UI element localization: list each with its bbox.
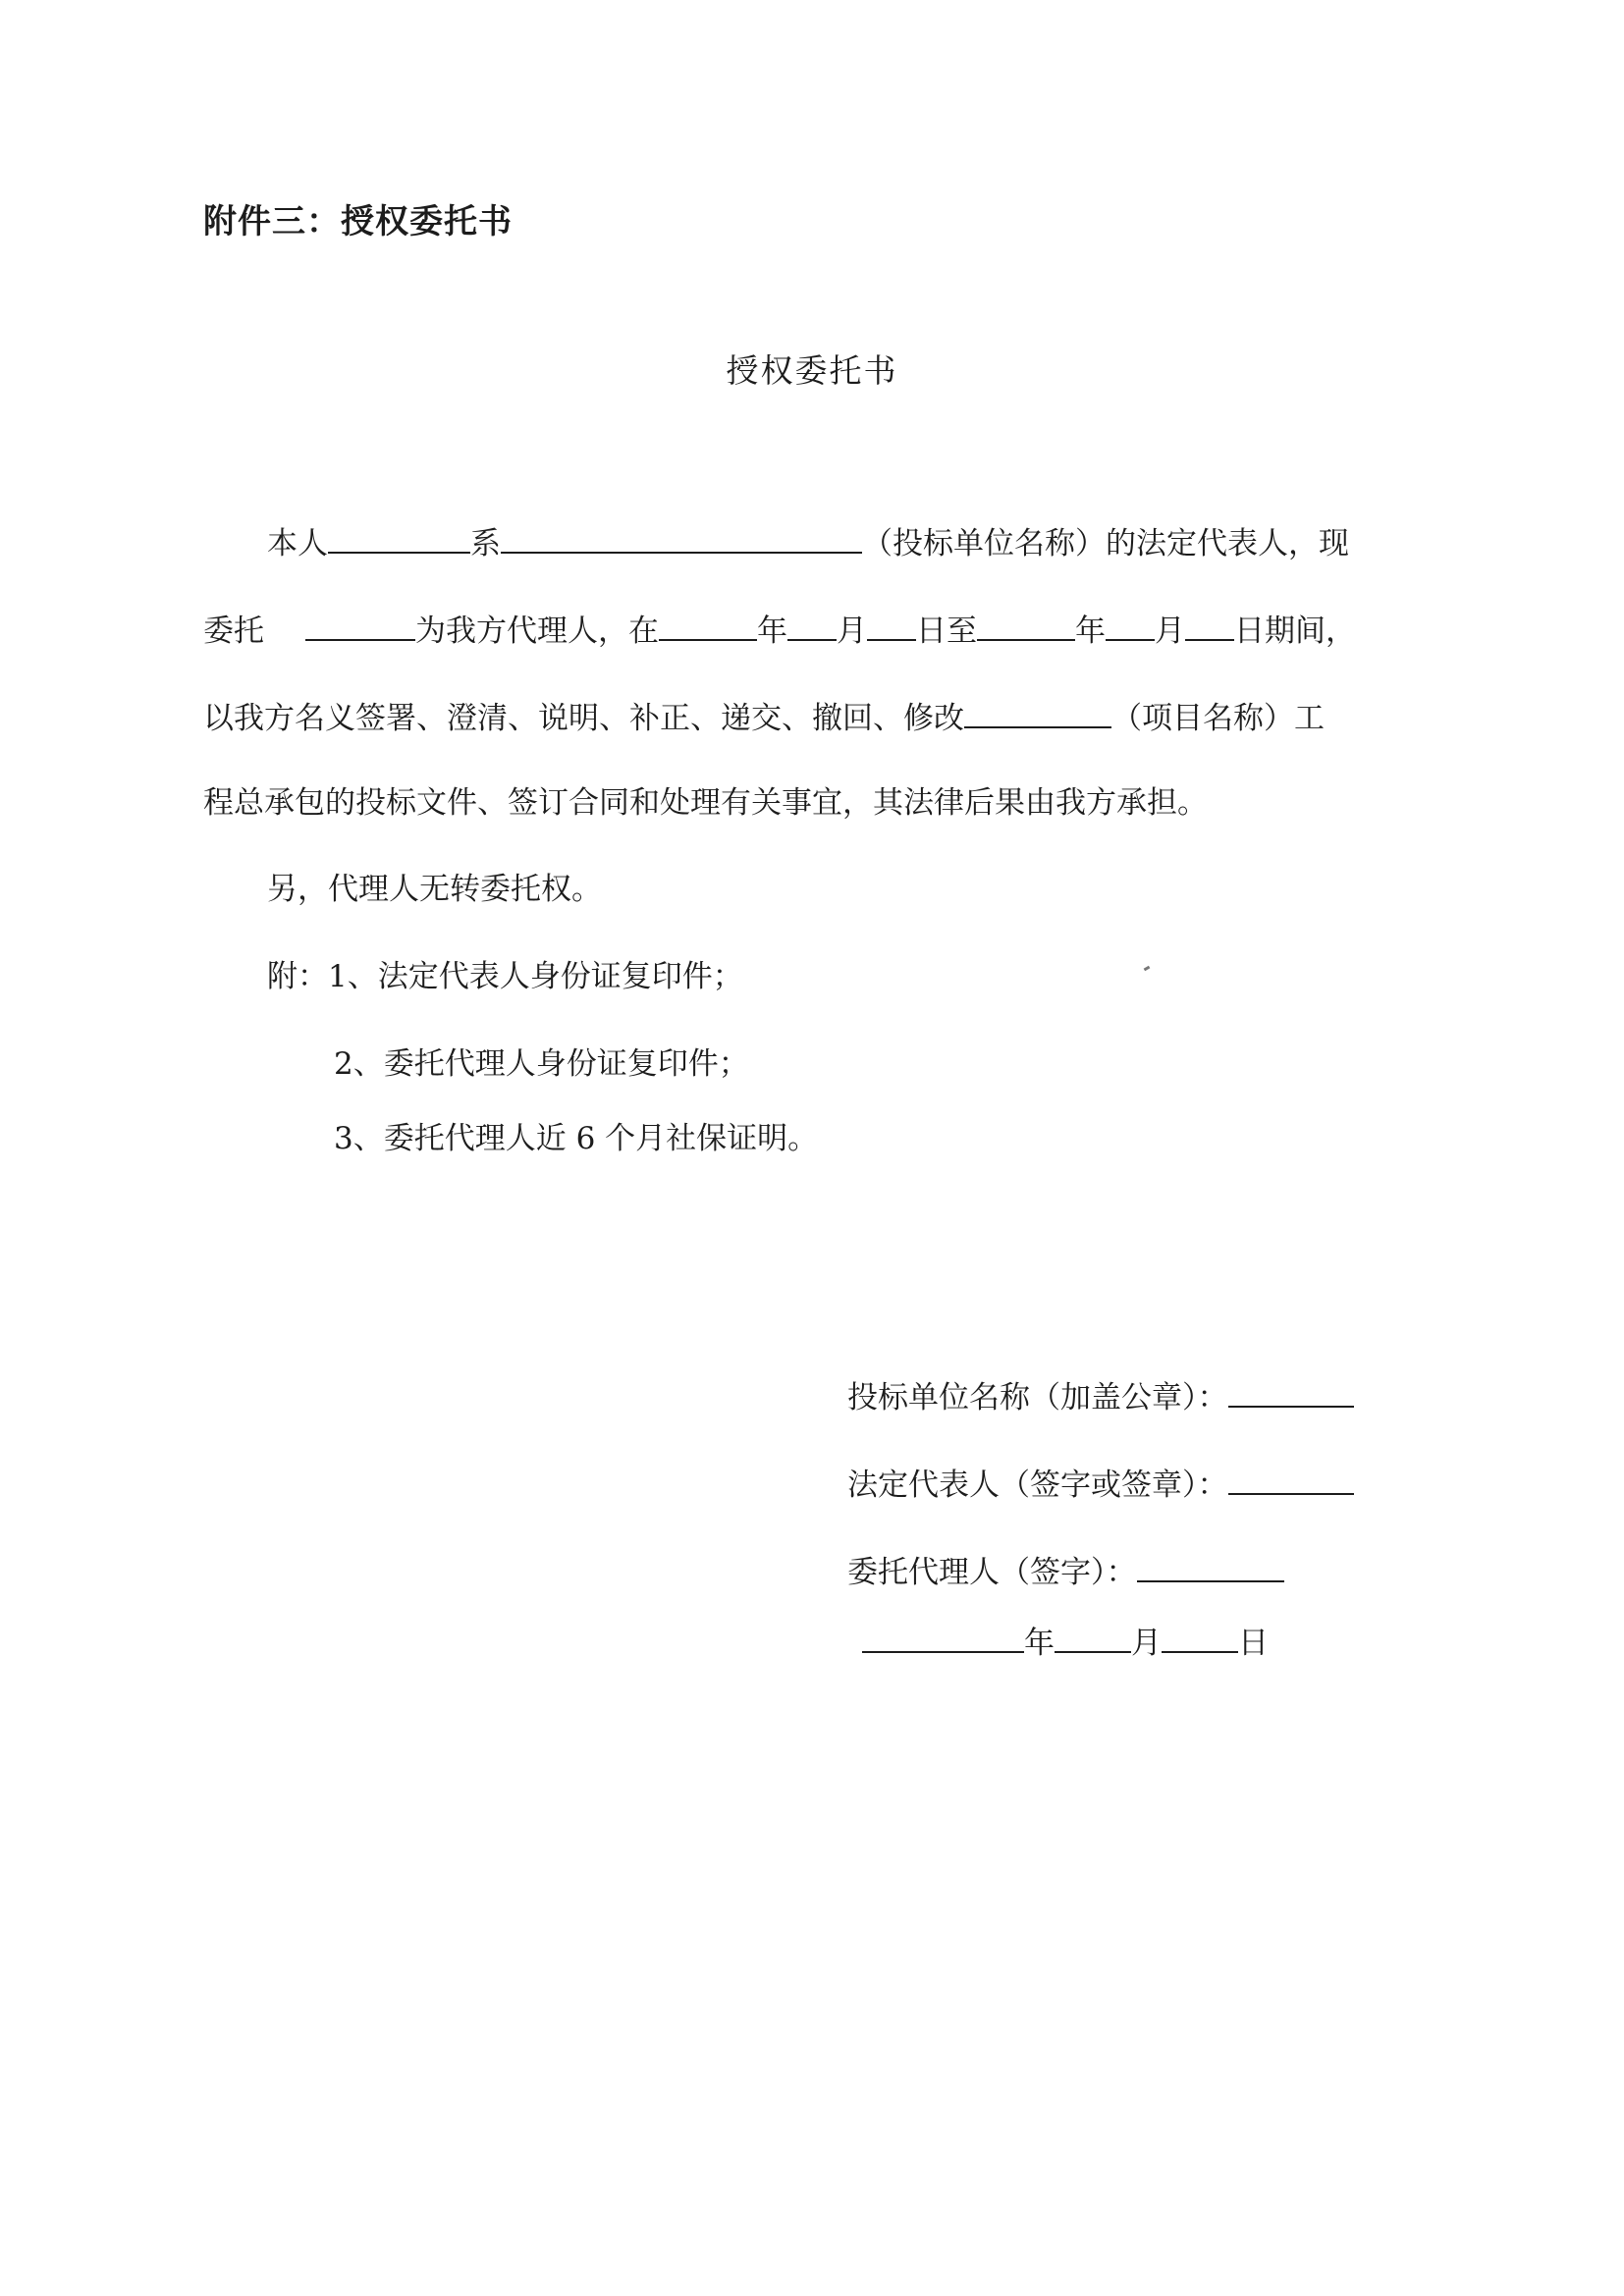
signature-company-line: [847, 1376, 1354, 1417]
label-company-seal: 投标单位名称（加盖公章）：: [847, 1380, 1228, 1415]
text-sign-month: 月: [1131, 1626, 1162, 1661]
text-month-start: 月: [837, 614, 867, 649]
attachment-heading: 附件三：授权委托书: [203, 202, 513, 241]
blank-start-month[interactable]: [787, 610, 837, 641]
text-entrust: 委托: [203, 614, 264, 649]
blank-agent-signature[interactable]: [1137, 1551, 1284, 1582]
text-scope: 以我方名义签署、澄清、说明、补正、递交、撤回、修改: [203, 701, 964, 736]
document-title: 授权委托书: [726, 351, 898, 390]
body-line-3: [203, 697, 1325, 738]
text-day-start: 日至: [916, 614, 977, 649]
text-sign-day: 日: [1238, 1626, 1269, 1661]
blank-sign-day[interactable]: [1162, 1622, 1238, 1653]
blank-start-year[interactable]: [659, 610, 757, 641]
blank-principal-name[interactable]: [328, 522, 470, 554]
blank-agent-name[interactable]: [305, 610, 415, 641]
blank-company-seal[interactable]: [1228, 1376, 1354, 1408]
label-agent: 委托代理人（签字）：: [847, 1555, 1137, 1590]
body-line-4: 程总承包的投标文件、签订合同和处理有关事宜，其法律后果由我方承担。: [203, 785, 1208, 821]
text-of: 系: [470, 526, 501, 561]
body-line-2: [203, 610, 1356, 651]
blank-end-year[interactable]: [977, 610, 1075, 641]
blank-legal-rep-signature[interactable]: [1228, 1464, 1354, 1495]
body-line-1: [267, 522, 1349, 563]
scan-speck: [1144, 966, 1151, 972]
blank-bidder-name[interactable]: [501, 522, 862, 554]
blank-project-name[interactable]: [964, 697, 1111, 728]
text-principal: 本人: [267, 526, 328, 561]
label-legal-rep: 法定代表人（签字或签章）：: [847, 1468, 1228, 1503]
text-month-end: 月: [1155, 614, 1185, 649]
text-project-label: （项目名称）工: [1111, 701, 1325, 736]
text-day-end: 日期间，: [1234, 614, 1356, 649]
text-year-start: 年: [757, 614, 787, 649]
attachment-item-1: 附：1、法定代表人身份证复印件；: [267, 959, 743, 994]
blank-end-month[interactable]: [1106, 610, 1155, 641]
signature-date-line: [862, 1622, 1269, 1663]
text-as-agent: 为我方代理人，在: [415, 614, 659, 649]
blank-sign-month[interactable]: [1055, 1622, 1131, 1653]
text-year-end: 年: [1075, 614, 1106, 649]
blank-end-day[interactable]: [1185, 610, 1234, 641]
signature-legal-rep-line: [847, 1464, 1354, 1505]
attachment-item-3: 3、委托代理人近 6 个月社保证明。: [334, 1121, 819, 1156]
blank-sign-year[interactable]: [862, 1622, 1024, 1653]
text-sign-year: 年: [1024, 1626, 1055, 1661]
text-bidder-role: （投标单位名称）的法定代表人，现: [862, 526, 1349, 561]
attachment-item-2: 2、委托代理人身份证复印件；: [334, 1046, 749, 1082]
signature-agent-line: [847, 1551, 1284, 1592]
blank-start-day[interactable]: [867, 610, 916, 641]
no-subdelegation-note: 另，代理人无转委托权。: [267, 872, 602, 907]
